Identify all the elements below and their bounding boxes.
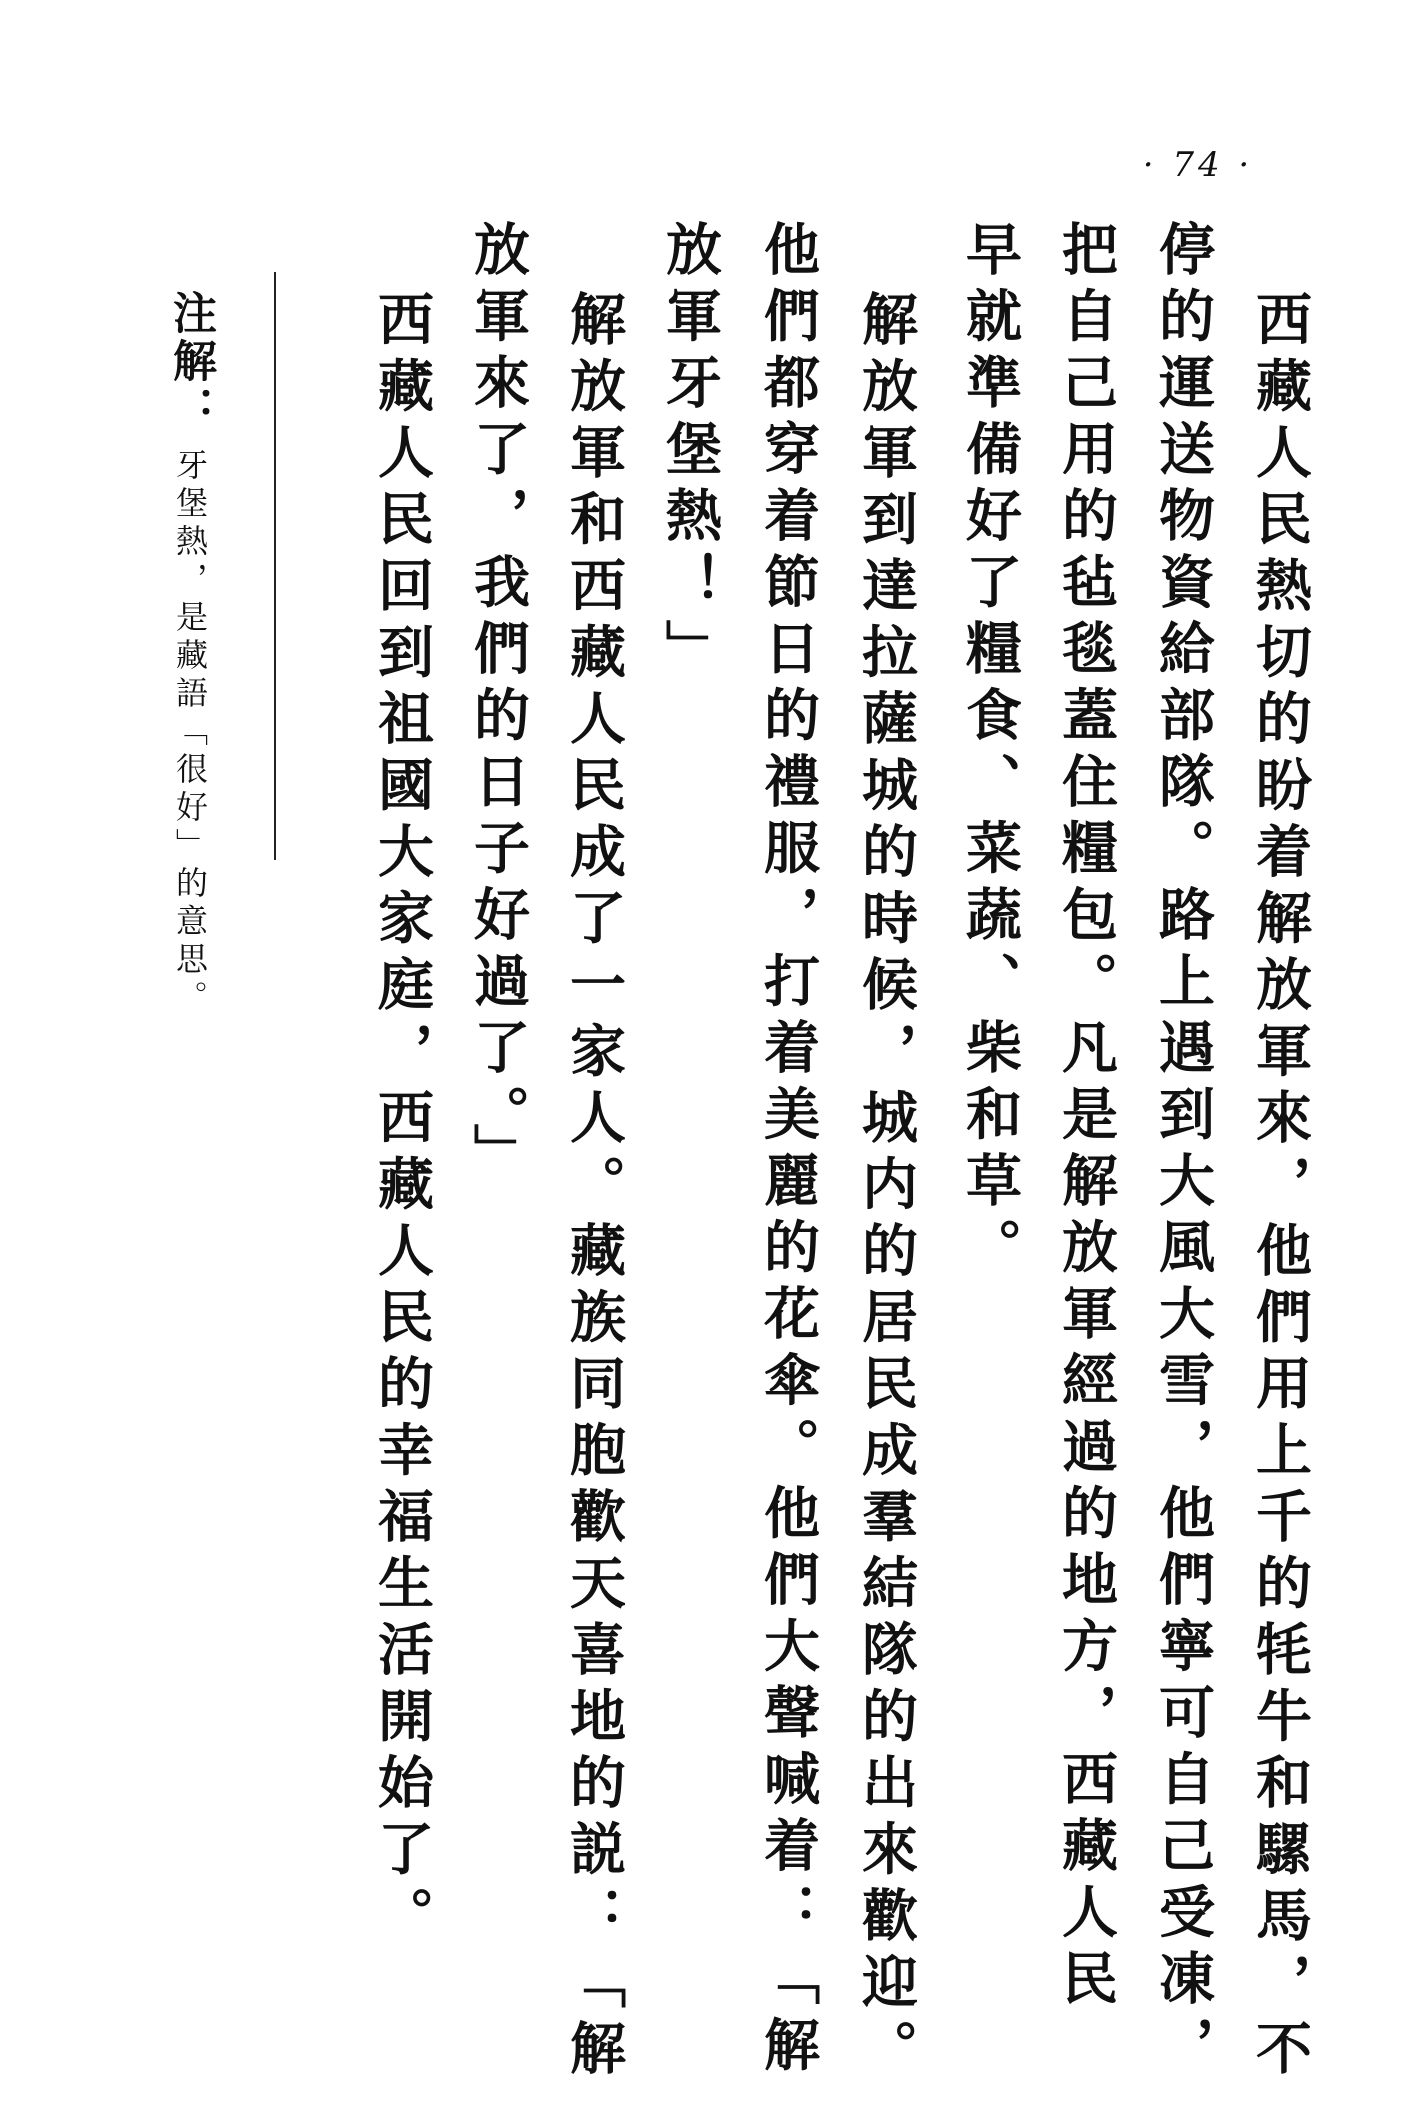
page-number: · 74 · xyxy=(1142,145,1254,185)
text-column-1: 西藏人民熱切的盼着解放軍來，他們用上千的牦牛和騾馬，不 xyxy=(1247,290,1313,2086)
footnote-label: 注解： xyxy=(165,290,216,434)
text-column-4: 早就準備好了糧食、菜蔬、柴和草。 xyxy=(957,220,1023,1284)
text-column-7: 放軍牙堡熱！」 xyxy=(657,220,723,686)
text-column-9: 放軍來了，我們的日子好過了。」 xyxy=(465,220,531,1190)
footnote-text: 牙堡熱，是藏語「很好」的意思。 xyxy=(171,448,209,1018)
text-column-3: 把自己用的毡毯蓋住糧包。凡是解放軍經過的地方，西藏人民 xyxy=(1053,220,1119,2016)
text-column-2: 停的運送物資給部隊。路上遇到大風大雪，他們寧可自己受凍， xyxy=(1150,220,1216,2082)
text-column-10: 西藏人民回到祖國大家庭，西藏人民的幸福生活開始了。 xyxy=(369,290,435,1953)
text-column-5: 解放軍到達拉薩城的時候，城内的居民成羣結隊的出來歡迎。 xyxy=(853,290,919,2086)
footnote-divider xyxy=(274,272,276,860)
footnote xyxy=(165,290,216,1018)
text-column-8: 解放軍和西藏人民成了一家人。藏族同胞歡天喜地的説：「解 xyxy=(561,290,627,2086)
text-column-6: 他們都穿着節日的禮服，打着美麗的花傘。他們大聲喊着：「解 xyxy=(755,220,821,2082)
